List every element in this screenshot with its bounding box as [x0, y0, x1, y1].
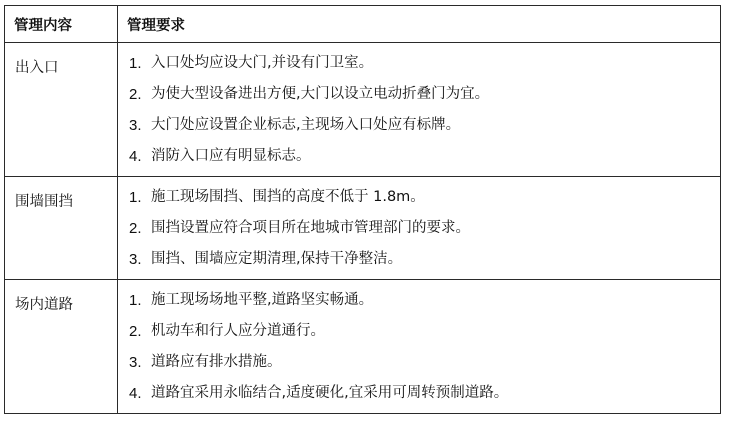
row-category: 出入口 [5, 43, 118, 177]
row-requirements [118, 43, 721, 177]
row-category: 围墙围挡 [5, 177, 118, 280]
list-item [129, 244, 720, 275]
row-requirements [118, 177, 721, 280]
item-text: 消防入口应有明显标志。 [151, 148, 311, 164]
item-number: 3. [129, 354, 142, 371]
item-number: 2. [129, 323, 142, 340]
item-number: 2. [129, 86, 142, 103]
table-row [5, 280, 721, 414]
requirement-list [129, 182, 720, 275]
table-row [5, 177, 721, 280]
list-item [129, 141, 720, 172]
item-number: 1. [129, 55, 142, 72]
item-number: 2. [129, 220, 142, 237]
list-item [129, 213, 720, 244]
item-number: 4. [129, 385, 142, 402]
item-text: 施工现场场地平整,道路坚实畅通。 [151, 292, 374, 308]
header-management-content: 管理内容 [5, 6, 118, 43]
item-text: 道路宜采用永临结合,适度硬化,宜采用可周转预制道路。 [151, 385, 509, 401]
row-category: 场内道路 [5, 280, 118, 414]
table-row [5, 43, 721, 177]
list-item [129, 48, 720, 79]
item-text: 大门处应设置企业标志,主现场入口处应有标牌。 [151, 117, 461, 133]
item-text: 道路应有排水措施。 [151, 354, 282, 370]
item-number: 3. [129, 251, 142, 268]
management-requirements-table [4, 5, 721, 414]
requirement-list [129, 285, 720, 409]
item-number: 1. [129, 189, 142, 206]
list-item [129, 316, 720, 347]
item-text: 围挡、围墙应定期清理,保持干净整洁。 [151, 251, 403, 267]
requirement-list [129, 48, 720, 172]
header-row [5, 6, 721, 43]
row-requirements [118, 280, 721, 414]
header-management-requirements: 管理要求 [118, 6, 721, 43]
item-text: 围挡设置应符合项目所在地城市管理部门的要求。 [151, 220, 470, 236]
list-item [129, 285, 720, 316]
item-text: 入口处均应设大门,并设有门卫室。 [151, 55, 374, 71]
item-number: 3. [129, 117, 142, 134]
item-text: 施工现场围挡、围挡的高度不低于 1.8m。 [151, 189, 425, 205]
list-item [129, 110, 720, 141]
list-item [129, 347, 720, 378]
item-number: 4. [129, 148, 142, 165]
list-item [129, 378, 720, 409]
item-text: 机动车和行人应分道通行。 [151, 323, 325, 339]
list-item [129, 182, 720, 213]
item-number: 1. [129, 292, 142, 309]
list-item [129, 79, 720, 110]
item-text: 为使大型设备进出方便,大门以设立电动折叠门为宜。 [151, 86, 490, 102]
